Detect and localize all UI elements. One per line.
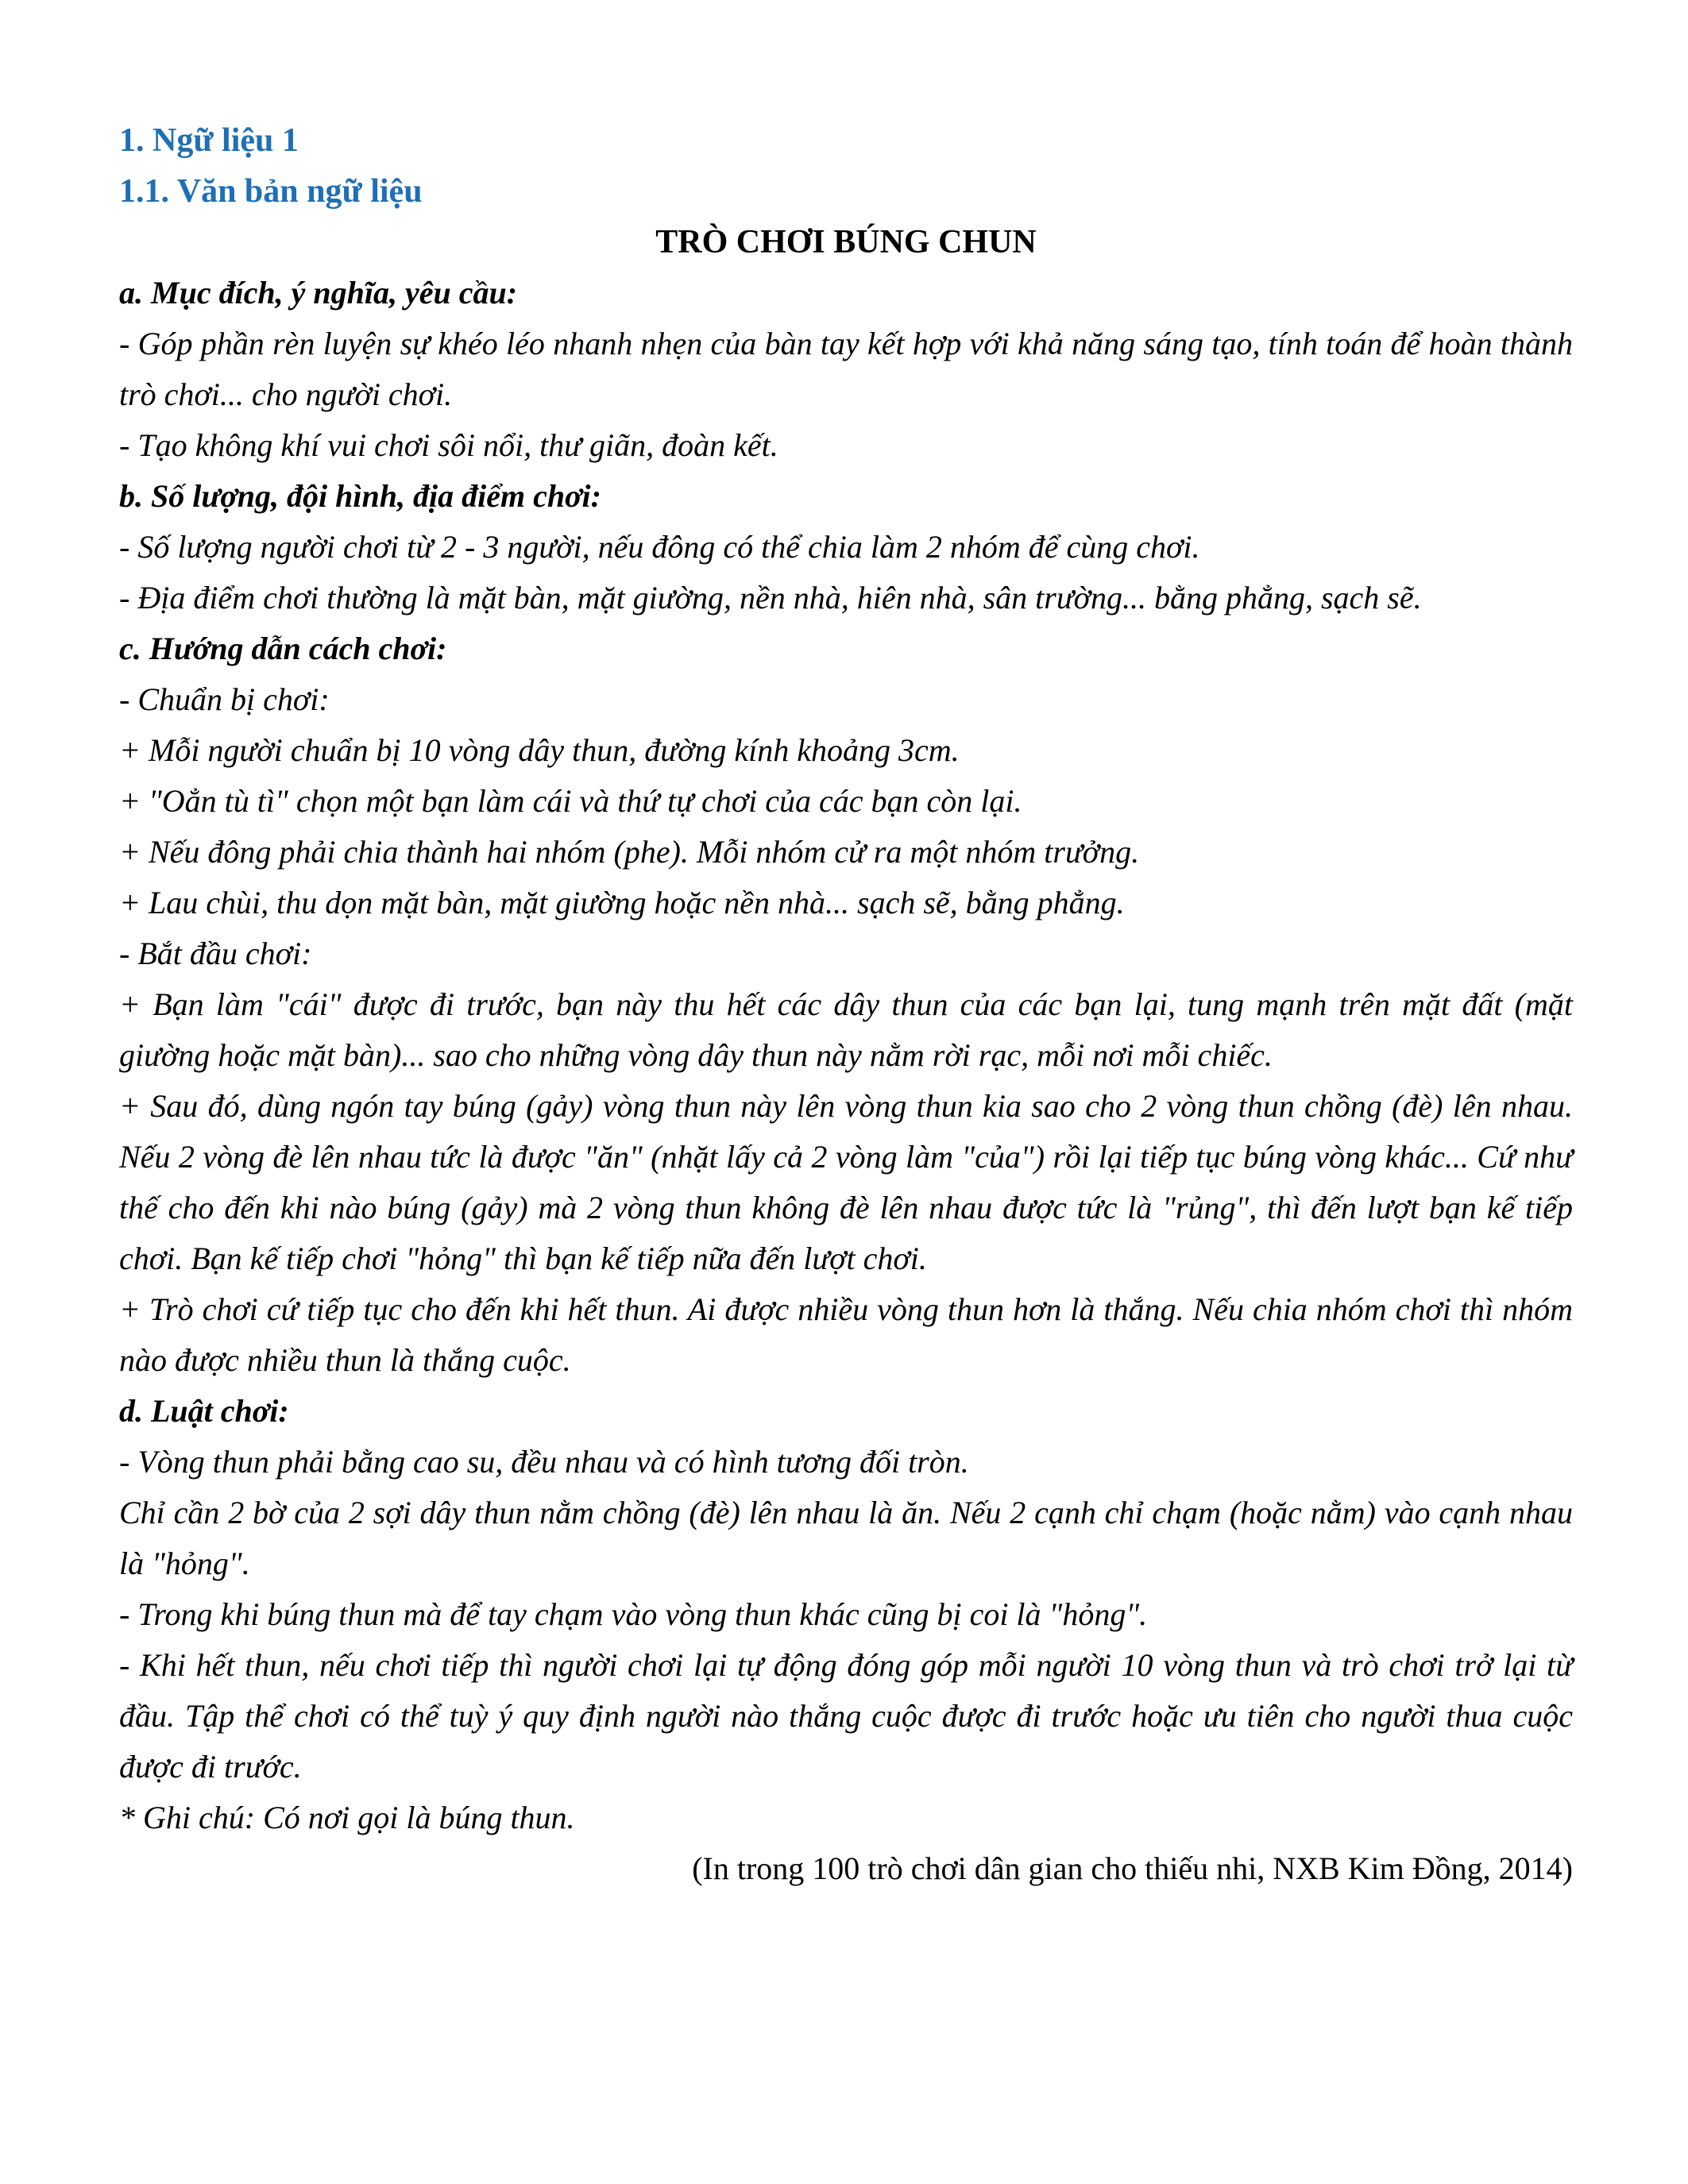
section-c [119, 623, 1573, 1386]
section-a-line: - Tạo không khí vui chơi sôi nổi, thư giãn, đoàn kết. [119, 427, 778, 463]
section-d-line: - Trong khi búng thun mà để tay chạm vào vòng thun khác cũng bị coi là "hỏng". [119, 1596, 1148, 1632]
section-c-line: + Bạn làm "cái" được đi trước, bạn này thu hết các dây thun của các bạn lại, tung mạnh trên mặt đất (mặt giường hoặc mặt bàn)... sao cho những vòng dây thun này nằm rời rạc, mỗi nơi mỗi chiếc. [119, 986, 1573, 1073]
section-c-line: + "Oẳn tù tì" chọn một bạn làm cái và thứ tự chơi của các bạn còn lại. [119, 783, 1022, 819]
section-a-title: a. Mục đích, ý nghĩa, yêu cầu: [119, 275, 518, 311]
section-d-line: - Vòng thun phải bằng cao su, đều nhau và có hình tương đối tròn. [119, 1444, 969, 1480]
section-d-line: - Khi hết thun, nếu chơi tiếp thì người chơi lại tự động đóng góp mỗi người 10 vòng thun và trò chơi trở lại từ đầu. Tập thể chơi có thể tuỳ ý quy định người nào thắng cuộc được đi trước hoặc ưu tiên cho người thua cuộc được đi trước. [119, 1647, 1573, 1785]
section-b-line: - Số lượng người chơi từ 2 - 3 người, nếu đông có thể chia làm 2 nhóm để cùng chơi. [119, 529, 1200, 565]
heading-subsection-1-1: 1.1. Văn bản ngữ liệu [119, 173, 423, 210]
section-c-line: + Nếu đông phải chia thành hai nhóm (phe). Mỗi nhóm cử ra một nhóm trưởng. [119, 834, 1140, 870]
source-citation: (In trong 100 trò chơi dân gian cho thiếu nhi, NXB Kim Đồng, 2014) [692, 1850, 1573, 1886]
section-c-line: + Lau chùi, thu dọn mặt bàn, mặt giường hoặc nền nhà... sạch sẽ, bằng phẳng. [119, 885, 1125, 920]
section-c-line: + Trò chơi cứ tiếp tục cho đến khi hết thun. Ai được nhiều vòng thun hơn là thắng. Nếu chia nhóm chơi thì nhóm nào được nhiều thun là thắng cuộc. [119, 1291, 1573, 1378]
section-b-title: b. Số lượng, đội hình, địa điểm chơi: [119, 478, 601, 514]
section-c-line: + Mỗi người chuẩn bị 10 vòng dây thun, đường kính khoảng 3cm. [119, 732, 960, 768]
section-d-title: d. Luật chơi: [119, 1393, 289, 1429]
section-c-line: + Sau đó, dùng ngón tay búng (gảy) vòng thun này lên vòng thun kia sao cho 2 vòng thun chồng (đè) lên nhau. Nếu 2 vòng đè lên nhau tức là được "ăn" (nhặt lấy cả 2 vòng làm "của") rồi lại tiếp tục búng vòng khác... Cứ như thế cho đến khi nào búng (gảy) mà 2 vòng thun không đè lên nhau được tức là "rủng", thì đến lượt bạn kế tiếp chơi. Bạn kế tiếp chơi "hỏng" thì bạn kế tiếp nữa đến lượt chơi. [119, 1088, 1573, 1276]
section-d-line: * Ghi chú: Có nơi gọi là búng thun. [119, 1800, 575, 1835]
section-c-title: c. Hướng dẫn cách chơi: [119, 631, 447, 666]
section-d [119, 1386, 1573, 1843]
section-a-line: - Góp phần rèn luyện sự khéo léo nhanh nhẹn của bàn tay kết hợp với khả năng sáng tạo, tính toán để hoàn thành trò chơi... cho người chơi. [119, 326, 1573, 412]
section-b [119, 471, 1573, 623]
section-d-line: Chỉ cần 2 bờ của 2 sợi dây thun nằm chồng (đè) lên nhau là ăn. Nếu 2 cạnh chỉ chạm (hoặc nằm) vào cạnh nhau là "hỏng". [119, 1495, 1573, 1581]
section-c-line: - Bắt đầu chơi: [119, 936, 312, 971]
heading-section-1: 1. Ngữ liệu 1 [119, 122, 299, 159]
section-c-line: - Chuẩn bị chơi: [119, 681, 330, 717]
document-title: TRÒ CHƠI BÚNG CHUN [655, 224, 1037, 260]
section-b-line: - Địa điểm chơi thường là mặt bàn, mặt giường, nền nhà, hiên nhà, sân trường... bằng phẳng, sạch sẽ. [119, 580, 1422, 615]
document-page [119, 115, 1573, 1894]
section-a [119, 268, 1573, 471]
